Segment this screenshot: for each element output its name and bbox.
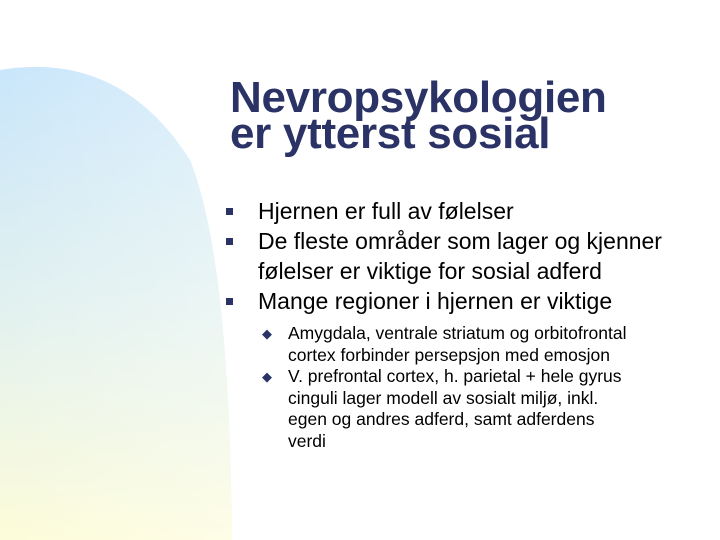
bullet-text-line: følelser er viktige for sosial adferd (258, 258, 602, 284)
sub-bullet-text-line: cinguli lager modell av sosialt miljø, inkl. (288, 387, 599, 408)
square-bullet-icon (226, 208, 233, 215)
sub-bullet-text-line: Amygdala, ventrale striatum og orbitofrontal (288, 323, 627, 343)
bullet-item (226, 226, 706, 286)
sub-bullet-text-line: egen og andres adferd, samt adferdens (288, 409, 595, 429)
sub-bullet-text-line: V. prefrontal cortex, h. parietal + hele gyrus (288, 366, 622, 386)
slide-title-line-1: Nevropsykologien (230, 73, 607, 122)
bullet-item (226, 196, 706, 226)
diamond-bullet-icon: ◆ (262, 369, 272, 384)
bullet-list (226, 196, 706, 316)
sub-bullet-list (262, 323, 702, 452)
bullet-text-line: Mange regioner i hjernen er viktige (258, 288, 613, 314)
sub-bullet-item (262, 366, 702, 452)
sub-bullet-text-line: verdi (288, 430, 326, 451)
slide-title (230, 73, 700, 158)
diamond-bullet-icon: ◆ (262, 326, 272, 341)
bullet-item (226, 286, 706, 316)
slide-title-line-2: er ytterst sosial (230, 109, 551, 158)
bullet-text-line: De fleste områder som lager og kjenner (258, 228, 662, 254)
square-bullet-icon (226, 298, 233, 305)
square-bullet-icon (226, 238, 233, 245)
sub-bullet-item (262, 323, 702, 366)
sub-bullet-text-line: cortex forbinder persepsjon med emosjon (288, 344, 610, 365)
bullet-text-line: Hjernen er full av følelser (258, 198, 514, 224)
